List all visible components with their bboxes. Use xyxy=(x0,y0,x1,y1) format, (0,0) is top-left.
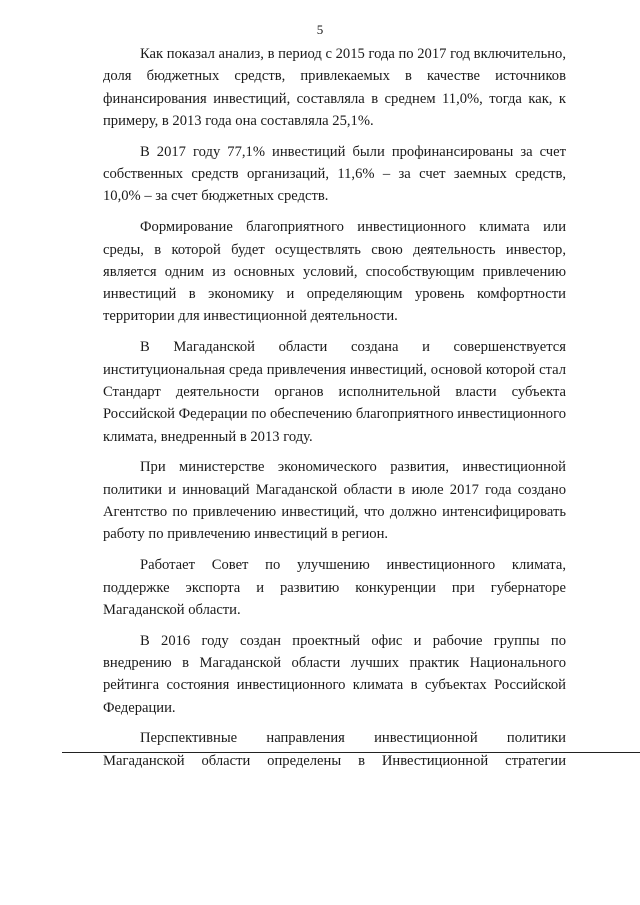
paragraph-institutional-environment: В Магаданской области создана и совершенствуется институциональная среда привлечения инвестиций, основой которой стал Стандарт деятельности органов исполнительной власти субъекта Российской Федерации по обеспечению благоприятного инвестиционного климата, внедренный в 2013 году. xyxy=(103,339,566,445)
paragraph-budget-share: Как показал анализ, в период с 2015 года по 2017 год включительно, доля бюджетных средств, привлекаемых в качестве источников финансирования инвестиций, составляла в среднем 11,0%, тогда как, к примеру, в 2013 года она составляла 25,1%. xyxy=(103,46,566,129)
paragraph-council: Работает Совет по улучшению инвестиционного климата, поддержке экспорта и развитию конкуренции при губернаторе Магаданской области. xyxy=(103,557,566,618)
paragraph-2017-financing: В 2017 году 77,1% инвестиций были профинансированы за счет собственных средств организаций, 11,6% – за счет заемных средств, 10,0% – за счет бюджетных средств. xyxy=(103,143,566,205)
paragraph-strategy: Перспективные направления инвестиционной политики Магаданской области определены в Инвестиционной стратегии xyxy=(103,730,566,769)
paragraph-investment-climate: Формирование благоприятного инвестиционного климата или среды, в которой будет осуществлять свою деятельность инвестор, является одним из основных условий, способствующим привлечению инвестиций в экономику и определяющим уровень комфортности территории для инвестиционной деятельности. xyxy=(103,219,566,325)
footer-divider xyxy=(62,752,640,753)
paragraph-project-office: В 2016 году создан проектный офис и рабочие группы по внедрению в Магаданской области лучших практик Национального рейтинга состояния инвестиционного климата в субъектах Российской Федерации. xyxy=(103,632,566,716)
document-body xyxy=(103,43,566,772)
page-number: 5 xyxy=(316,22,324,37)
paragraph-investment-agency: При министерстве экономического развития, инвестиционной политики и инноваций Магаданской области в июле 2017 года создано Агентство по привлечению инвестиций, что должно интенсифицировать работу по привлечению инвестиций в регион. xyxy=(103,459,566,543)
